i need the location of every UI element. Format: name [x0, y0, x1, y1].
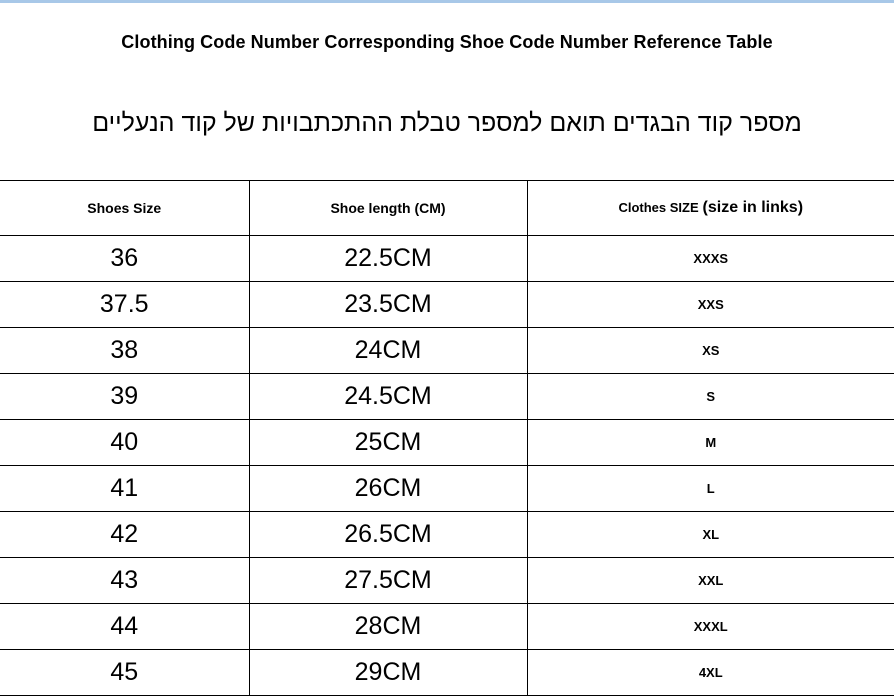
cell-clothes-size: S	[527, 374, 894, 420]
cell-clothes-size: XXXL	[527, 604, 894, 650]
cell-shoe-length: 24.5CM	[249, 374, 527, 420]
top-accent-rule	[0, 0, 894, 3]
cell-shoe-size: 37.5	[0, 282, 249, 328]
cell-clothes-size: XL	[527, 512, 894, 558]
cell-shoe-size: 42	[0, 512, 249, 558]
cell-clothes-size: 4XL	[527, 650, 894, 696]
cell-shoe-size: 40	[0, 420, 249, 466]
table-row	[0, 328, 894, 374]
cell-shoe-length: 27.5CM	[249, 558, 527, 604]
table-row	[0, 236, 894, 282]
cell-clothes-size: XXS	[527, 282, 894, 328]
cell-shoe-size: 38	[0, 328, 249, 374]
table-row	[0, 420, 894, 466]
cell-shoe-length: 29CM	[249, 650, 527, 696]
column-header-clothes-size-note: (size in links)	[702, 199, 804, 216]
table-row	[0, 604, 894, 650]
column-header-shoe-length: Shoe length (CM)	[249, 181, 527, 236]
table-row	[0, 466, 894, 512]
cell-shoe-length: 22.5CM	[249, 236, 527, 282]
cell-clothes-size: L	[527, 466, 894, 512]
table-header-row	[0, 181, 894, 236]
cell-shoe-size: 36	[0, 236, 249, 282]
table-row	[0, 512, 894, 558]
table-row	[0, 650, 894, 696]
cell-shoe-size: 44	[0, 604, 249, 650]
cell-shoe-size: 45	[0, 650, 249, 696]
table-header	[0, 181, 894, 236]
page-title-hebrew: מספר קוד הבגדים תואם למספר טבלת ההתכתבויות של קוד הנעליים	[92, 109, 802, 137]
cell-shoe-length: 26CM	[249, 466, 527, 512]
table-body	[0, 236, 894, 696]
cell-shoe-length: 28CM	[249, 604, 527, 650]
column-header-shoes-size: Shoes Size	[0, 181, 249, 236]
cell-shoe-length: 26.5CM	[249, 512, 527, 558]
table-row	[0, 282, 894, 328]
table-row	[0, 558, 894, 604]
column-header-clothes-size	[527, 181, 894, 236]
cell-shoe-length: 25CM	[249, 420, 527, 466]
cell-shoe-size: 41	[0, 466, 249, 512]
cell-shoe-length: 24CM	[249, 328, 527, 374]
cell-shoe-size: 43	[0, 558, 249, 604]
column-header-clothes-size-main: Clothes SIZE	[618, 200, 699, 215]
page-title-english: Clothing Code Number Corresponding Shoe Code Number Reference Table	[121, 32, 773, 52]
cell-shoe-length: 23.5CM	[249, 282, 527, 328]
cell-clothes-size: XXXS	[527, 236, 894, 282]
cell-clothes-size: XXL	[527, 558, 894, 604]
cell-clothes-size: M	[527, 420, 894, 466]
table-row	[0, 374, 894, 420]
cell-shoe-size: 39	[0, 374, 249, 420]
size-conversion-table	[0, 180, 894, 696]
cell-clothes-size: XS	[527, 328, 894, 374]
